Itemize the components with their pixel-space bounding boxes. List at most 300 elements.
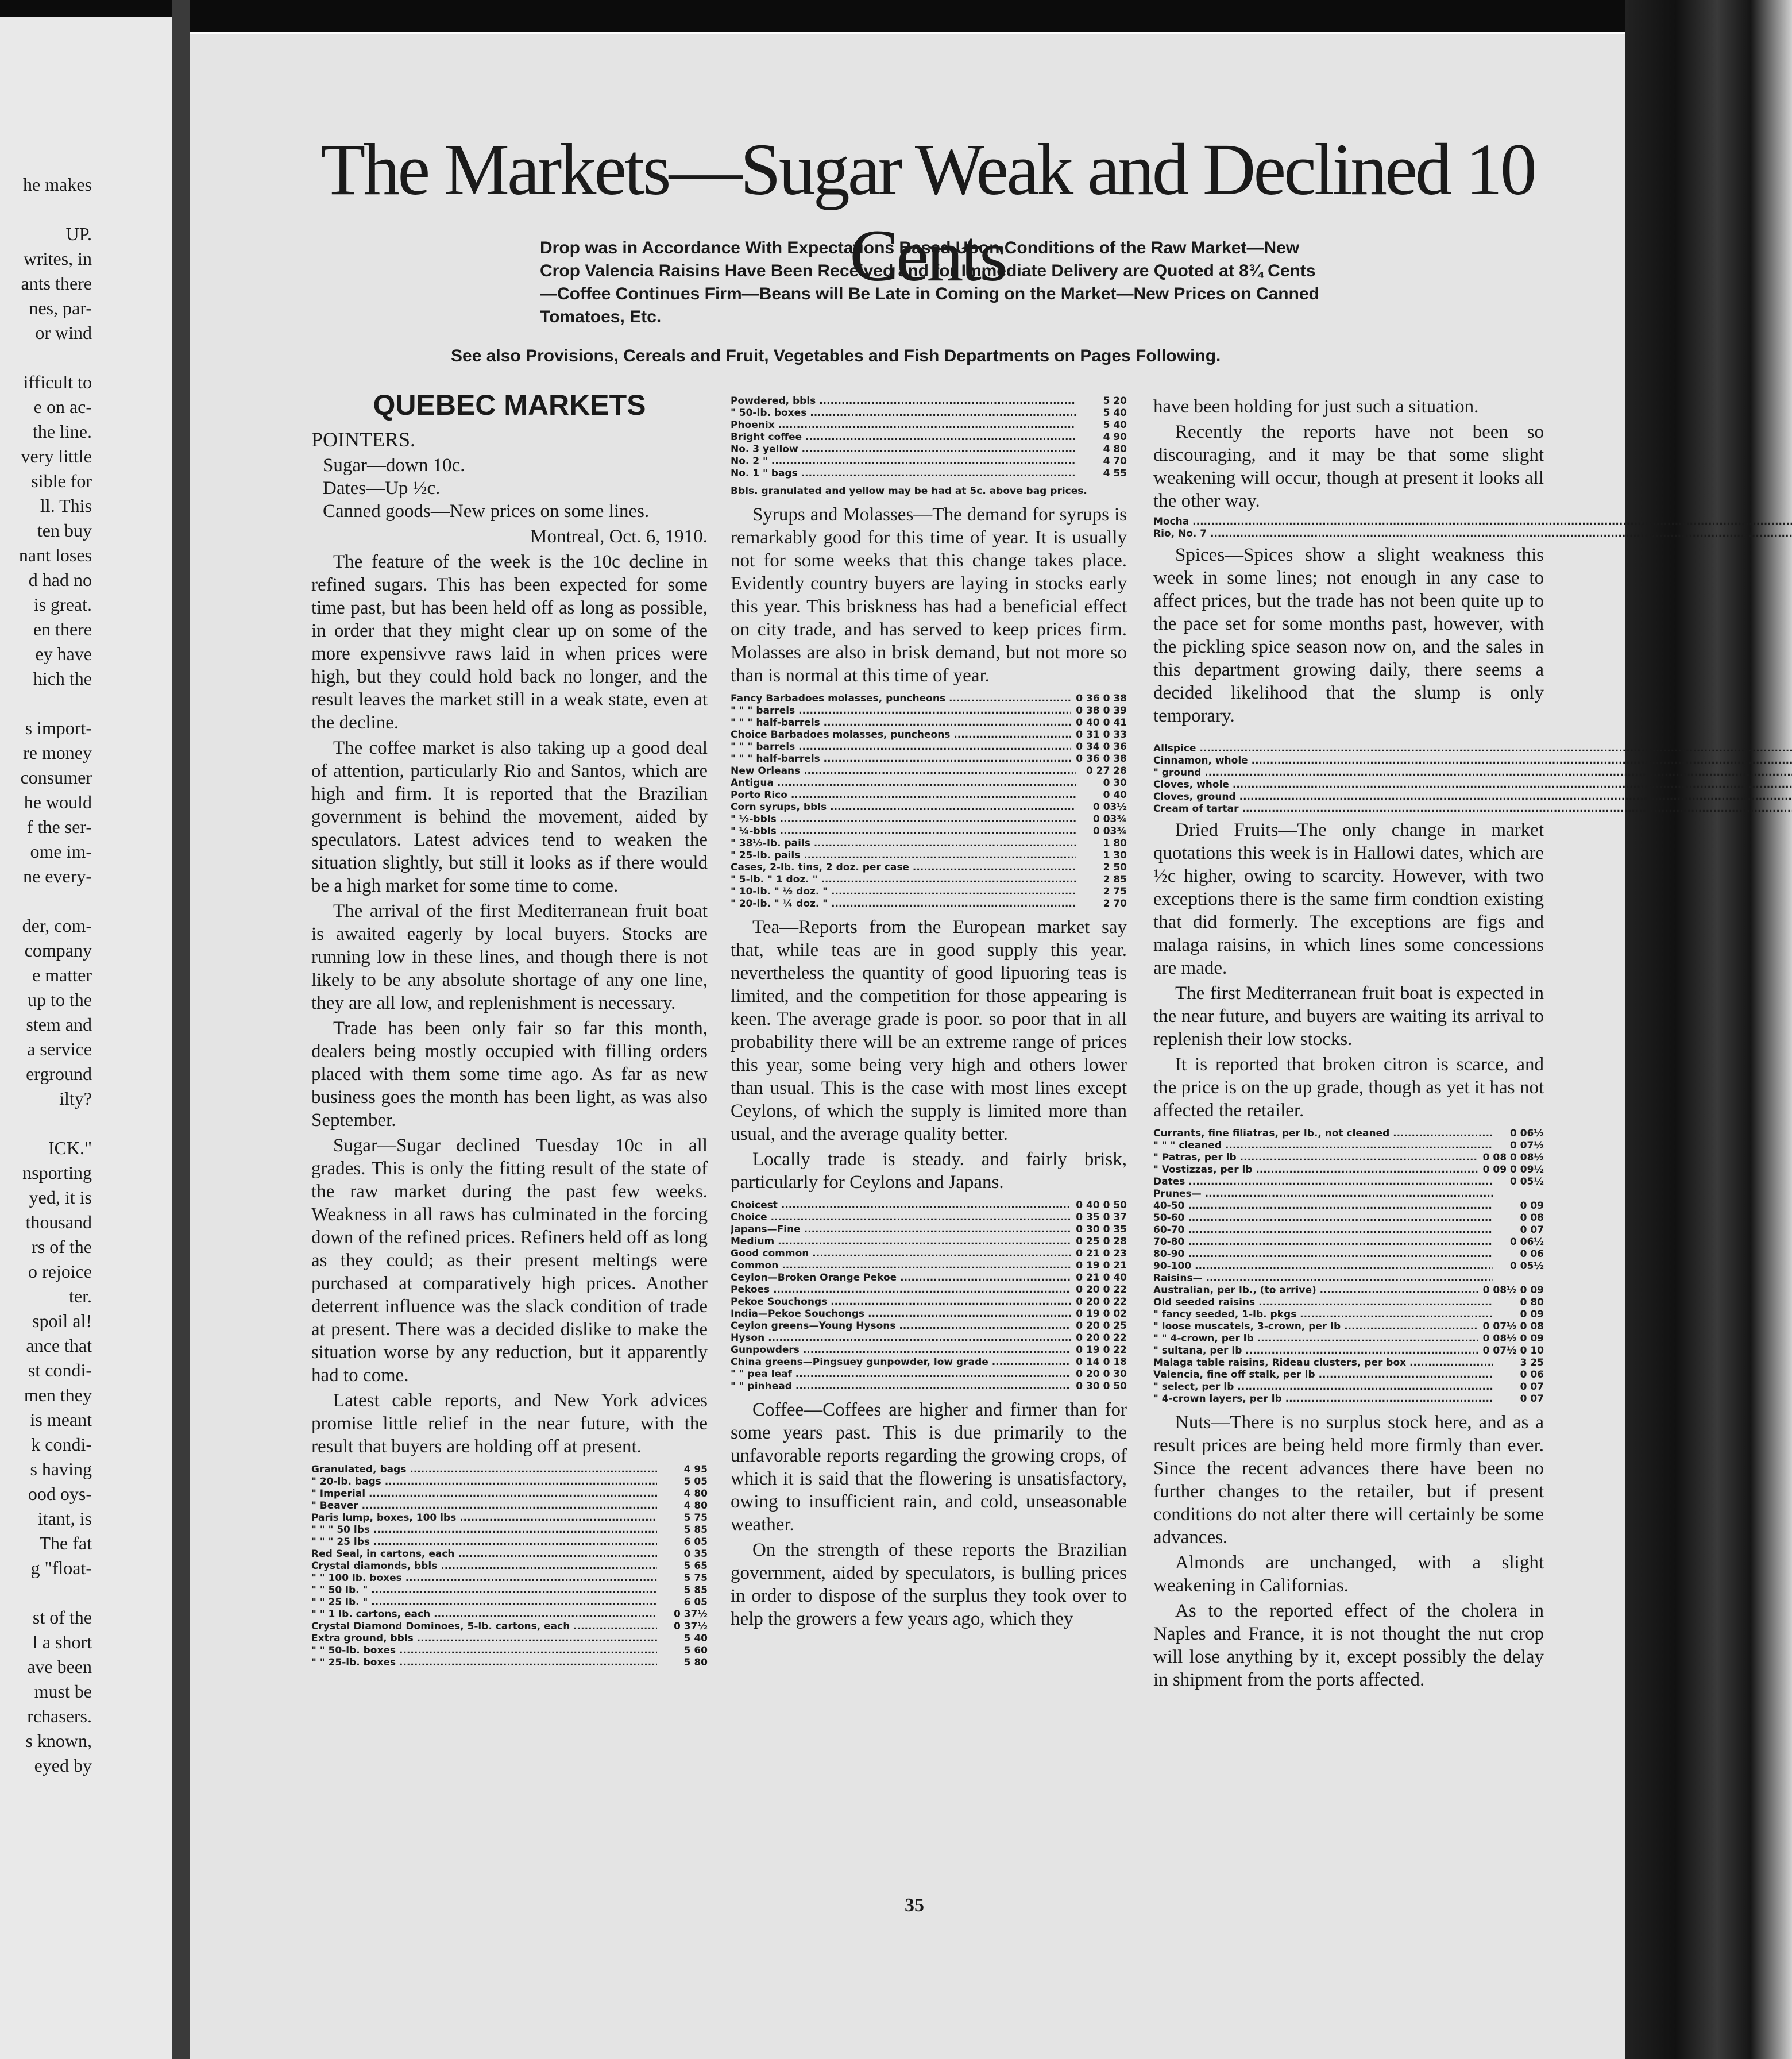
price-value: 5 80 — [683, 1657, 708, 1668]
price-item: Crystal Diamond Dominoes, 5-lb. cartons, each ..... — [311, 1621, 657, 1633]
price-row — [731, 777, 1127, 789]
price-row — [731, 456, 1127, 468]
price-row — [1153, 1188, 1544, 1200]
price-row — [1153, 767, 1792, 779]
price-value: 0 03½ — [1092, 801, 1127, 813]
coffee-price-table — [1153, 516, 1544, 540]
price-row — [311, 1476, 708, 1488]
left-page-text-fragment: ll. This — [40, 495, 92, 516]
price-item: " ½-bbls ..... — [731, 813, 1076, 826]
dried-fruit-price-table — [1153, 1128, 1544, 1405]
left-page-text-fragment: ome im- — [30, 841, 92, 862]
price-value: 0 20 0 22 — [1076, 1332, 1127, 1344]
body-paragraph: As to the reported effect of the cholera in Naples and France, it is not thought the nut crop will lose anything by it, except possibly the delay in shipment from the ports affected. — [1153, 1601, 1544, 1690]
spice-table-left — [1153, 731, 1792, 815]
body-paragraph: Syrups and Molasses—The demand for syrups is remarkably good for this time of year. It is usually not for some weeks that this change takes place. Evidently country buyers are laying in stocks early this year. This briskness has had a beneficial effect on city trade, and has served to keep prices firm. Molasses are also in brisk demand, but not more so than is normal at this time of year. — [731, 504, 1127, 686]
price-item: 70-80 ..... — [1153, 1236, 1493, 1248]
price-row — [1153, 1345, 1544, 1357]
left-page-text-fragment: he makes — [23, 174, 92, 195]
page-number: 35 — [905, 1895, 924, 1916]
body-paragraph: have been holding for just such a situation. — [1153, 396, 1479, 417]
price-row — [1153, 1273, 1544, 1285]
price-value: 0 80 — [1520, 1297, 1544, 1308]
left-page-text-fragment: s having — [30, 1459, 92, 1479]
left-page-text-fragment: the line. — [32, 421, 92, 442]
price-value: 6 05 — [683, 1597, 708, 1608]
body-paragraph: Trade has been only fair so far this month, dealers being mostly occupied with filling orders placed with them some time ago. As far as new business goes the month has been light, as was also September. — [311, 1018, 708, 1131]
price-row — [731, 741, 1127, 753]
body-paragraph: Locally trade is steady. and fairly brisk, particularly for Ceylons and Japans. — [731, 1149, 1127, 1193]
price-value: 0 20 0 25 — [1076, 1320, 1127, 1332]
price-item: " Beaver ..... — [311, 1500, 657, 1512]
price-row — [1153, 1248, 1544, 1260]
price-row — [731, 693, 1127, 705]
price-value: 6 05 — [683, 1536, 708, 1548]
price-row — [731, 717, 1127, 729]
price-item: " select, per lb ..... — [1153, 1381, 1493, 1393]
price-row — [731, 1308, 1127, 1320]
left-page-text-fragment: men they — [24, 1385, 92, 1405]
price-value: 3 25 — [1520, 1357, 1544, 1368]
price-value: 5 60 — [683, 1645, 708, 1656]
price-row — [731, 1356, 1127, 1368]
price-value: 1 30 — [1103, 850, 1127, 861]
price-row — [1153, 1285, 1544, 1297]
price-row — [731, 1200, 1127, 1212]
price-row — [731, 705, 1127, 717]
price-item: " " 1 lb. cartons, each ..... — [311, 1609, 657, 1621]
price-item: Choice Barbadoes molasses, puncheons ..... — [731, 729, 1071, 741]
price-row — [731, 765, 1127, 777]
pointer-item: Sugar—down 10c. — [323, 455, 465, 476]
spice-price-table — [1153, 731, 1544, 815]
price-row — [1153, 1200, 1544, 1212]
price-row — [731, 1248, 1127, 1260]
price-row — [311, 1657, 708, 1669]
left-page-text-fragment: he would — [24, 792, 92, 812]
price-value: 4 70 — [1103, 456, 1127, 467]
price-item: Old seeded raisins ..... — [1153, 1297, 1493, 1309]
price-item: Currants, fine filiatras, per lb., not cleaned ..... — [1153, 1128, 1493, 1140]
price-value: 4 90 — [1103, 431, 1127, 443]
left-page-text-fragment: st of the — [32, 1607, 92, 1628]
left-page-text-fragment: up to the — [28, 989, 92, 1010]
price-item: " " 100 lb. boxes ..... — [311, 1572, 657, 1584]
price-row — [1153, 1128, 1544, 1140]
price-item: Japans—Fine ..... — [731, 1224, 1071, 1236]
price-value: 0 06½ — [1509, 1236, 1544, 1248]
price-item: Bright coffee ..... — [731, 431, 1076, 444]
price-item: Crystal diamonds, bbls ..... — [311, 1560, 657, 1572]
price-value: 0 30 0 50 — [1076, 1381, 1127, 1392]
price-item: Granulated, bags ..... — [311, 1464, 657, 1476]
left-page-text-fragment: d had no — [28, 569, 92, 590]
left-page-text-fragment: spoil al! — [32, 1310, 92, 1331]
price-value: 0 09 — [1520, 1200, 1544, 1212]
price-value: 5 85 — [683, 1524, 708, 1536]
left-page-text-fragment: consumer — [20, 767, 92, 788]
body-paragraph: Spices—Spices show a slight weakness this week in some lines; not enough in any case to affect prices, but the trade has not been quite up to the pace set for some months past, however, with the pickling spice season now on, and the sales in this department growing daily, there seems a decided likelihood that the slump is only temporary. — [1153, 545, 1544, 726]
price-item: New Orleans ..... — [731, 765, 1076, 777]
price-row — [311, 1560, 708, 1572]
left-page-text-fragment: nsporting — [22, 1162, 92, 1183]
price-item: " 20-lb. " ¼ doz. " ..... — [731, 898, 1076, 910]
price-item: " 10-lb. " ½ doz. " ..... — [731, 886, 1076, 898]
price-value: 5 05 — [683, 1476, 708, 1487]
price-value: 5 75 — [683, 1572, 708, 1584]
price-row — [731, 1236, 1127, 1248]
price-value: 0 31 0 33 — [1076, 729, 1127, 741]
price-value: 0 19 0 02 — [1076, 1308, 1127, 1320]
left-page-text-fragment: ten buy — [37, 520, 92, 541]
sugar-price-table-cont — [731, 395, 1127, 480]
price-row — [731, 1212, 1127, 1224]
left-page-text-fragment: thousand — [25, 1212, 92, 1232]
price-item: India—Pekoe Souchongs ..... — [731, 1308, 1071, 1320]
tea-price-table — [731, 1200, 1127, 1393]
price-row — [731, 729, 1127, 741]
price-row — [311, 1645, 708, 1657]
body-paragraph: Latest cable reports, and New York advices promise little relief in the near future, with the result that buyers are holding off at present. — [311, 1390, 708, 1457]
price-value: 0 20 0 22 — [1076, 1296, 1127, 1308]
left-page-text-fragment: g "float- — [30, 1557, 92, 1578]
price-item: " " 50-lb. boxes ..... — [311, 1645, 657, 1657]
price-item: 90-100 ..... — [1153, 1260, 1493, 1273]
price-row — [731, 1320, 1127, 1332]
left-page-text-fragment: nes, par- — [29, 298, 92, 318]
price-row — [1153, 1212, 1544, 1224]
price-value: 4 80 — [683, 1500, 708, 1512]
price-row — [731, 801, 1127, 813]
price-row — [311, 1621, 708, 1633]
left-page-text-fragment: s import- — [25, 718, 92, 738]
price-value: 0 19 0 21 — [1076, 1260, 1127, 1271]
body-paragraph: Almonds are unchanged, with a slight weakening in Californias. — [1153, 1552, 1544, 1596]
price-item: No. 2 " ..... — [731, 456, 1076, 468]
price-row — [731, 419, 1127, 431]
body-paragraph: On the strength of these reports the Brazilian government, aided by speculators, is bulling prices in order to dispose of the surplus they took over to help the growers a few years ago, which they — [731, 1540, 1127, 1629]
price-value: 5 40 — [683, 1633, 708, 1644]
price-item: Pekoe Souchongs ..... — [731, 1296, 1071, 1308]
price-row — [731, 431, 1127, 444]
price-item: China greens—Pingsuey gunpowder, low grade ..... — [731, 1356, 1071, 1368]
price-value: 0 08½ 0 09 — [1482, 1285, 1544, 1296]
price-item: " 4-crown layers, per lb ..... — [1153, 1393, 1493, 1405]
price-item: " ground ..... — [1153, 767, 1792, 779]
left-page-text-fragment: eyed by — [34, 1755, 92, 1776]
left-page-text-fragment: company — [24, 940, 92, 961]
price-row — [1153, 755, 1792, 767]
column-3 — [1153, 395, 1544, 1694]
price-value: 4 80 — [683, 1488, 708, 1499]
price-value: 0 03¾ — [1092, 826, 1127, 837]
price-value: 0 20 0 22 — [1076, 1284, 1127, 1295]
price-item: " Imperial ..... — [311, 1488, 657, 1500]
price-item: Rio, No. 7 ..... — [1153, 528, 1792, 540]
price-row — [731, 444, 1127, 456]
price-item: Mocha ..... — [1153, 516, 1792, 528]
left-page-text-fragment: a service — [27, 1039, 92, 1059]
price-value: 0 07 — [1520, 1224, 1544, 1236]
price-row — [311, 1548, 708, 1560]
page-title: The Markets—Sugar Weak and Declined 10 Cents — [320, 129, 1535, 296]
left-page-text-fragment: stem and — [26, 1014, 92, 1035]
price-row — [1153, 1321, 1544, 1333]
price-row — [731, 1260, 1127, 1272]
price-item: Allspice ..... — [1153, 743, 1792, 755]
left-page-text-fragment: ne every- — [23, 866, 92, 886]
left-page-text-fragment: yed, it is — [29, 1187, 92, 1208]
left-page-text-fragment: erground — [26, 1063, 92, 1084]
price-item: Extra ground, bbls ..... — [311, 1633, 657, 1645]
price-value: 5 40 — [1103, 419, 1127, 431]
left-page-text-fragment: nant loses — [18, 545, 92, 565]
book-edge — [1625, 0, 1792, 2059]
price-value: 0 07½ 0 10 — [1482, 1345, 1544, 1356]
left-page-text-fragment: ants there — [21, 273, 92, 294]
scan-top-border — [0, 0, 1792, 32]
body-paragraph: The feature of the week is the 10c decline in refined sugars. This has been expected for some time past, but has been held off as long as possible, in order that they might clear up on some of the more expensivve raws laid in when prices were high, but they could hold back no longer, and the result leaves the market still in a weak state, even at the decline. — [311, 552, 708, 733]
price-row — [1153, 528, 1792, 540]
price-value: 0 36 0 38 — [1076, 753, 1127, 765]
price-row — [731, 874, 1127, 886]
price-value: 5 65 — [683, 1560, 708, 1572]
price-item: " " 50 lb. " ..... — [311, 1584, 657, 1597]
price-row — [1153, 791, 1792, 803]
sugar-price-table — [311, 1464, 708, 1669]
sugar-note: Bbls. granulated and yellow may be had at 5c. above bag prices. — [731, 485, 1087, 497]
price-value: 0 06½ — [1509, 1128, 1544, 1139]
price-value: 0 20 0 30 — [1076, 1368, 1127, 1380]
price-item: Hyson ..... — [731, 1332, 1071, 1344]
price-item: Gunpowders ..... — [731, 1344, 1071, 1356]
price-row — [731, 1296, 1127, 1308]
price-row — [311, 1524, 708, 1536]
price-value: 0 08 — [1520, 1212, 1544, 1224]
price-row — [1153, 1176, 1544, 1188]
left-page-text-fragment: rs of the — [32, 1236, 92, 1257]
left-page-text-fragment: der, com- — [22, 915, 92, 936]
price-item: Australian, per lb., (to arrive) ..... — [1153, 1285, 1478, 1297]
price-row — [1153, 1140, 1544, 1152]
price-value: 0 09 — [1520, 1309, 1544, 1320]
price-item: " 50-lb. boxes ..... — [731, 407, 1076, 419]
price-item: " loose muscatels, 3-crown, per lb ..... — [1153, 1321, 1478, 1333]
price-item: " " 25 lb. " ..... — [311, 1597, 657, 1609]
price-value: 4 95 — [683, 1464, 708, 1475]
body-paragraph: The first Mediterranean fruit boat is expected in the near future, and buyers are waiting its arrival to replenish their low stocks. — [1153, 983, 1544, 1050]
price-value: 0 30 — [1103, 777, 1127, 789]
pointers-heading: POINTERS. — [311, 428, 416, 451]
column-2 — [731, 395, 1127, 1633]
price-value: 0 19 0 22 — [1076, 1344, 1127, 1356]
price-row — [731, 1284, 1127, 1296]
price-item: " " " 50 lbs ..... — [311, 1524, 657, 1536]
left-page-text-fragment: st condi- — [28, 1360, 92, 1381]
price-row — [731, 395, 1127, 407]
left-page-text-fragment: k condi- — [31, 1434, 92, 1455]
price-row — [731, 789, 1127, 801]
price-row — [731, 468, 1127, 480]
price-row — [1153, 1393, 1544, 1405]
pointer-item: Dates—Up ½c. — [323, 478, 441, 499]
price-item: " 25-lb. pails ..... — [731, 850, 1076, 862]
left-page-text-fragment: f the ser- — [26, 816, 92, 837]
price-item: Cloves, whole ..... — [1153, 779, 1792, 791]
price-item: Pekoes ..... — [731, 1284, 1071, 1296]
price-item: Phoenix ..... — [731, 419, 1076, 431]
dateline: Montreal, Oct. 6, 1910. — [530, 526, 708, 547]
price-item: Cinnamon, whole ..... — [1153, 755, 1792, 767]
price-value: 0 40 0 50 — [1076, 1200, 1127, 1211]
price-item: " 20-lb. bags ..... — [311, 1476, 657, 1488]
left-page-text-fragment: ICK." — [48, 1138, 92, 1158]
price-value: 0 06 — [1520, 1248, 1544, 1260]
price-value: 4 55 — [1103, 468, 1127, 479]
price-item: Fancy Barbadoes molasses, puncheons ..... — [731, 693, 1071, 705]
left-page-text-fragment: en there — [33, 619, 92, 639]
price-row — [1153, 1224, 1544, 1236]
price-value: 0 34 0 36 — [1076, 741, 1127, 753]
price-row — [731, 1272, 1127, 1284]
price-item: Good common ..... — [731, 1248, 1071, 1260]
price-row — [731, 898, 1127, 910]
price-value: 0 35 — [683, 1548, 708, 1560]
price-row — [1153, 1309, 1544, 1321]
price-item: Red Seal, in cartons, each ..... — [311, 1548, 657, 1560]
price-row — [731, 1332, 1127, 1344]
price-item: " " " half-barrels ..... — [731, 753, 1071, 765]
price-row — [311, 1488, 708, 1500]
left-page-text-fragment: sible for — [31, 471, 92, 491]
price-row — [1153, 1333, 1544, 1345]
unit-header — [1153, 731, 1792, 743]
price-item: " " pea leaf ..... — [731, 1368, 1071, 1381]
price-value: 0 08½ 0 09 — [1482, 1333, 1544, 1344]
left-page-text-fragment: l a short — [32, 1632, 92, 1652]
price-value: 0 07 — [1520, 1381, 1544, 1393]
left-page-text-fragment: very little — [21, 446, 92, 466]
price-value: 0 37½ — [673, 1621, 708, 1632]
left-page-text-fragment: UP. — [65, 223, 92, 244]
left-page-text-fragment: ter. — [69, 1286, 92, 1306]
price-value: 0 36 0 38 — [1076, 693, 1127, 704]
price-row — [311, 1597, 708, 1609]
price-value: 0 06 — [1520, 1369, 1544, 1381]
left-page-text-fragment: writes, in — [23, 248, 92, 269]
price-row — [1153, 1152, 1544, 1164]
price-value: 2 70 — [1103, 898, 1127, 909]
price-item: Cases, 2-lb. tins, 2 doz. per case ..... — [731, 862, 1076, 874]
price-value: 0 07½ — [1509, 1140, 1544, 1151]
price-row — [1153, 1260, 1544, 1273]
price-row — [731, 838, 1127, 850]
price-item: Medium ..... — [731, 1236, 1071, 1248]
price-item: " " pinhead ..... — [731, 1381, 1071, 1393]
price-item: " " " half-barrels ..... — [731, 717, 1071, 729]
body-paragraph: Coffee—Coffees are higher and firmer than for some years past. This is due primarily to the unfavorable reports regarding the growing crops, of which it is said that the flowering is unsatisfactory, owing to insufficient rain, and cold, unseasonable weather. — [731, 1399, 1127, 1535]
left-page-text-fragment: hich the — [33, 668, 92, 689]
price-item: 40-50 ..... — [1153, 1200, 1493, 1212]
price-item: " " " barrels ..... — [731, 741, 1071, 753]
price-item: " " " 25 lbs ..... — [311, 1536, 657, 1548]
column-1 — [311, 385, 708, 1675]
price-row — [311, 1572, 708, 1584]
price-item: " Vostizzas, per lb ..... — [1153, 1164, 1478, 1176]
price-value: 0 03¾ — [1092, 813, 1127, 825]
adjacent-left-page — [0, 17, 172, 2059]
price-value: 5 75 — [683, 1512, 708, 1524]
price-value: 0 08 0 08½ — [1482, 1152, 1544, 1163]
price-row — [1153, 1164, 1544, 1176]
price-value: 0 05½ — [1509, 1176, 1544, 1187]
price-item: " fancy seeded, 1-lb. pkgs ..... — [1153, 1309, 1493, 1321]
body-paragraph: Tea—Reports from the European market say that, while teas are in good supply this year. nevertheless the quantity of good lipuoring teas is limited, and the competition for those appearing is keen. The average grade is poor. so poor that in all probability there will be an extreme range of prices this year, some being very high and others lower than usual. This is the case with most lines except Ceylons, of which the supply is limited more than usual, and the average quality better. — [731, 917, 1127, 1144]
price-value: 2 75 — [1103, 886, 1127, 897]
left-page-text-fragment: rchasers. — [27, 1706, 92, 1726]
price-value: 2 85 — [1103, 874, 1127, 885]
price-item: 80-90 ..... — [1153, 1248, 1493, 1260]
price-value: 0 40 0 41 — [1076, 717, 1127, 728]
left-page-text-fragment: is meant — [30, 1409, 92, 1430]
body-paragraph: Nuts—There is no surplus stock here, and as a result prices are being held more firmly than ever. Since the recent advances there have been no further changes to the retailer, but if present conditions do not alter there will certainly be some advances. — [1153, 1412, 1544, 1548]
price-item: " " " barrels ..... — [731, 705, 1071, 717]
price-value: 0 30 0 35 — [1076, 1224, 1127, 1235]
price-value: 0 07 — [1520, 1393, 1544, 1405]
left-page-text-fragment: s known, — [25, 1730, 92, 1751]
price-row — [731, 1344, 1127, 1356]
price-item: Paris lump, boxes, 100 lbs ..... — [311, 1512, 657, 1524]
price-row — [1153, 516, 1792, 528]
price-item: Powdered, bbls ..... — [731, 395, 1076, 407]
price-row — [731, 1368, 1127, 1381]
left-page-text-fragment: ilty? — [59, 1088, 92, 1109]
price-value: 5 20 — [1103, 395, 1127, 407]
left-page-text-fragment: or wind — [35, 322, 92, 343]
price-row — [311, 1584, 708, 1597]
price-value: 0 21 0 40 — [1076, 1272, 1127, 1283]
price-row — [1153, 743, 1792, 755]
price-row — [311, 1500, 708, 1512]
left-page-text-fragment: o rejoice — [28, 1261, 92, 1282]
price-row — [731, 753, 1127, 765]
price-value: 4 80 — [1103, 444, 1127, 455]
molasses-price-table — [731, 693, 1127, 910]
price-item: Malaga table raisins, Rideau clusters, per box ..... — [1153, 1357, 1493, 1369]
body-paragraph: The coffee market is also taking up a good deal of attention, particularly Rio and Santos, which are high and firm. It is reported that the Brazilian government is behind the movement, aided by speculators. Latest advices tend to weaken the situation slightly, but still it looks as if there would be a high market for some time to come. — [311, 738, 708, 896]
price-item: " 5-lb. " 1 doz. " ..... — [731, 874, 1076, 886]
price-value: 0 14 0 18 — [1076, 1356, 1127, 1368]
left-page-text-fragment: must be — [34, 1681, 92, 1702]
price-value: 5 85 — [683, 1584, 708, 1596]
price-item: No. 3 yellow ..... — [731, 444, 1076, 456]
price-value: 0 38 0 39 — [1076, 705, 1127, 716]
price-value: 0 09 0 09½ — [1482, 1164, 1544, 1175]
price-value: 0 27 28 — [1086, 765, 1127, 777]
pointer-item: Canned goods—New prices on some lines. — [323, 501, 650, 522]
price-value: 5 40 — [1103, 407, 1127, 419]
price-item: Raisins— ..... — [1153, 1273, 1493, 1285]
left-page-text-fragment: re money — [23, 742, 92, 763]
price-value: 0 35 0 37 — [1076, 1212, 1127, 1223]
left-page-text-fragment: ifficult to — [23, 372, 92, 392]
price-row — [311, 1536, 708, 1548]
price-row — [311, 1512, 708, 1524]
price-item: Cream of tartar ..... — [1153, 803, 1792, 815]
price-value: 0 07½ 0 08 — [1482, 1321, 1544, 1332]
price-value: 0 37½ — [673, 1609, 708, 1620]
body-paragraph: It is reported that broken citron is scarce, and the price is on the up grade, though as yet it has not affected the retailer. — [1153, 1054, 1544, 1121]
